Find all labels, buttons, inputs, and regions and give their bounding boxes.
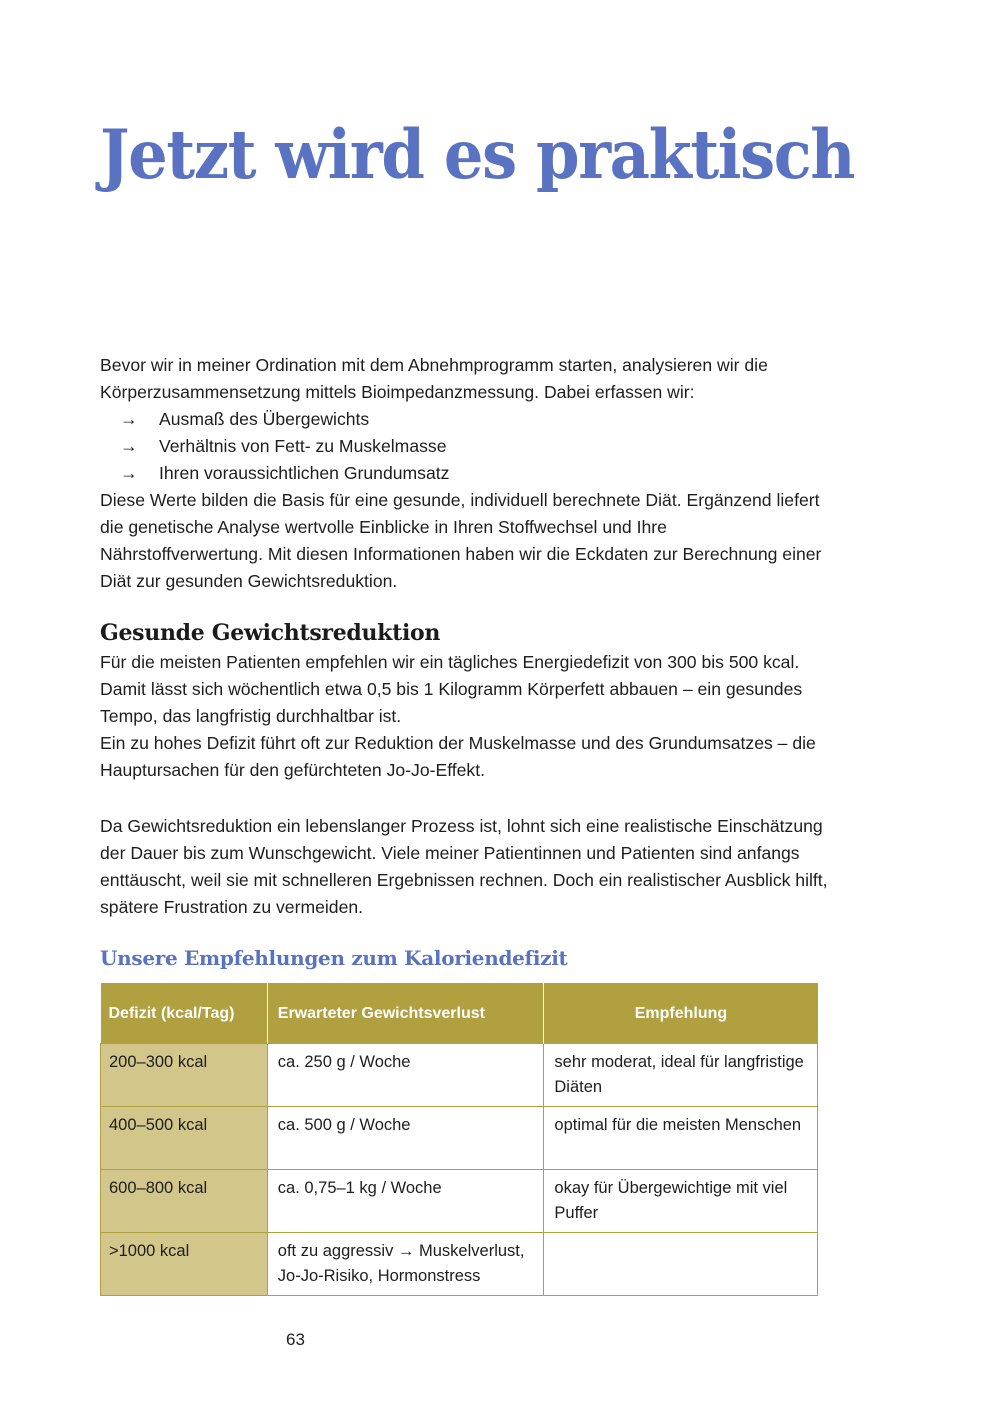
section-heading: Gesunde Gewichtsreduktion (100, 620, 441, 646)
paragraph: Ein zu hohes Defizit führt oft zur Reduktion der Muskelmasse und des Grundumsatzes – die Hauptursachen für den gefürchteten Jo-Jo-Effekt. (100, 733, 816, 780)
arrow-right-icon: → (120, 409, 138, 429)
table-row (101, 1170, 818, 1233)
list-item-text: Verhältnis von Fett- zu Muskelmasse (159, 436, 447, 456)
intro-section (100, 352, 830, 595)
cell-deficit: 200–300 kcal (101, 1044, 268, 1107)
cell-deficit: 400–500 kcal (101, 1107, 268, 1170)
list-item (120, 433, 830, 460)
list-item (120, 406, 830, 433)
arrow-right-icon: → (120, 436, 138, 456)
cell-recommendation: optimal für die meisten Menschen (544, 1107, 818, 1170)
table-row (101, 1107, 818, 1170)
intro-follow: Diese Werte bilden die Basis für eine gesunde, individuell berechnete Diät. Ergänzend liefert die genetische Analyse wertvolle Einblicke in Ihren Stoffwechsel und Ihre Nährstoffverwertung. Mit diesen Informationen haben wir die Eckdaten zur Berechnung einer Diät zur gesunden Gewichtsreduktion. (100, 490, 822, 591)
intro-lead: Bevor wir in meiner Ordination mit dem Abnehmprogramm starten, analysieren wir die Körperzusammensetzung mittels Bioimpedanzmessung. Dabei erfassen wir: (100, 355, 768, 402)
cell-deficit: >1000 kcal (101, 1233, 268, 1296)
cell-weight-loss: ca. 500 g / Woche (267, 1107, 544, 1170)
table-header-row (101, 983, 818, 1044)
list-item-text: Ausmaß des Übergewichts (159, 409, 370, 429)
cell-recommendation: okay für Übergewichtige mit viel Puffer (544, 1170, 818, 1233)
cell-weight-loss: oft zu aggressiv → Muskelverlust, Jo-Jo-Risiko, Hormonstress (267, 1233, 544, 1296)
page-title: Jetzt wird es praktisch (100, 115, 855, 194)
list-item (120, 460, 830, 487)
arrow-right-icon: → (120, 463, 138, 483)
table-row (101, 1044, 818, 1107)
cell-recommendation (544, 1233, 818, 1296)
column-header-deficit: Defizit (kcal/Tag) (101, 983, 268, 1044)
cell-weight-loss: ca. 250 g / Woche (267, 1044, 544, 1107)
column-header-recommendation: Empfehlung (544, 983, 818, 1044)
paragraph: Für die meisten Patienten empfehlen wir ein tägliches Energiedefizit von 300 bis 500 kcal. Damit lässt sich wöchentlich etwa 0,5 bis 1 Kilogramm Körperfett abbauen – ein gesundes Tempo, das langfristig durchhaltbar ist. (100, 652, 803, 726)
cell-weight-loss: ca. 0,75–1 kg / Woche (267, 1170, 544, 1233)
page-number: 63 (286, 1330, 305, 1349)
paragraph: Da Gewichtsreduktion ein lebenslanger Prozess ist, lohnt sich eine realistische Einschätzung der Dauer bis zum Wunschgewicht. Viele meiner Patientinnen und Patienten sind anfangs enttäuscht, weil sie mit schnelleren Ergebnissen rechnen. Doch ein realistischer Ausblick hilft, spätere Frustration zu vermeiden. (100, 816, 828, 917)
section-body (100, 649, 830, 784)
column-header-weight-loss: Erwarteter Gewichtsverlust (267, 983, 544, 1044)
list-item-text: Ihren voraussichtlichen Grundumsatz (159, 463, 450, 483)
cell-recommendation: sehr moderat, ideal für langfristige Diäten (544, 1044, 818, 1107)
deficit-table (100, 983, 818, 1296)
cell-deficit: 600–800 kcal (101, 1170, 268, 1233)
measurement-list (100, 406, 830, 487)
table-row (101, 1233, 818, 1296)
table-heading: Unsere Empfehlungen zum Kaloriendefizit (100, 946, 568, 970)
